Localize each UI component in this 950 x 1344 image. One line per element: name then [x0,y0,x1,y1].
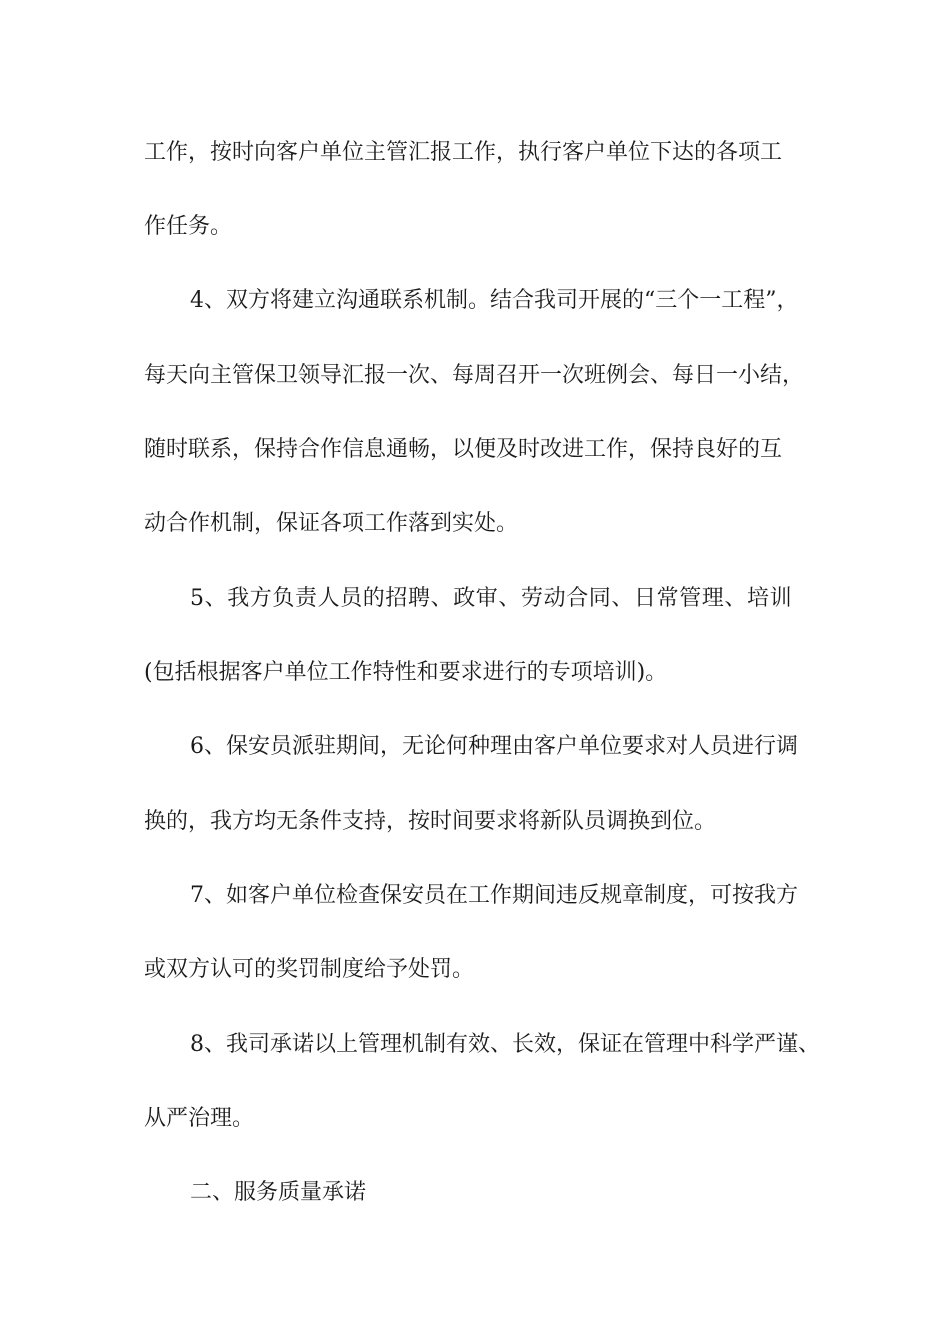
text-line: 工作，按时向客户单位主管汇报工作，执行客户单位下达的各项工 [144,140,783,165]
text-line: 8、我司承诺以上管理机制有效、长效，保证在管理中科学严谨、 [190,1032,820,1057]
text-line: 6、保安员派驻期间，无论何种理由客户单位要求对人员进行调 [190,734,798,759]
text-line: 或双方认可的奖罚制度给予处罚。 [144,957,475,982]
text-line: 动合作机制，保证各项工作落到实处。 [144,511,519,536]
text-line: 作任务。 [144,214,233,239]
text-line: 7、如客户单位检查保安员在工作期间违反规章制度，可按我方 [190,883,798,908]
text-line: 4、双方将建立沟通联系机制。结合我司开展的“三个一工程”， [190,288,799,313]
text-line: 从严治理。 [144,1106,255,1131]
text-line: 5、我方负责人员的招聘、政审、劳动合同、日常管理、培训 [190,586,793,611]
section-heading: 二、服务质量承诺 [190,1180,367,1205]
text-line: 每天向主管保卫领导汇报一次、每周召开一次班例会、每日一小结， [144,363,805,388]
text-line: 随时联系，保持合作信息通畅，以便及时改进工作，保持良好的互 [144,437,783,462]
text-line: (包括根据客户单位工作特性和要求进行的专项培训)。 [144,660,668,685]
text-line: 换的，我方均无条件支持，按时间要求将新队员调换到位。 [144,809,717,834]
